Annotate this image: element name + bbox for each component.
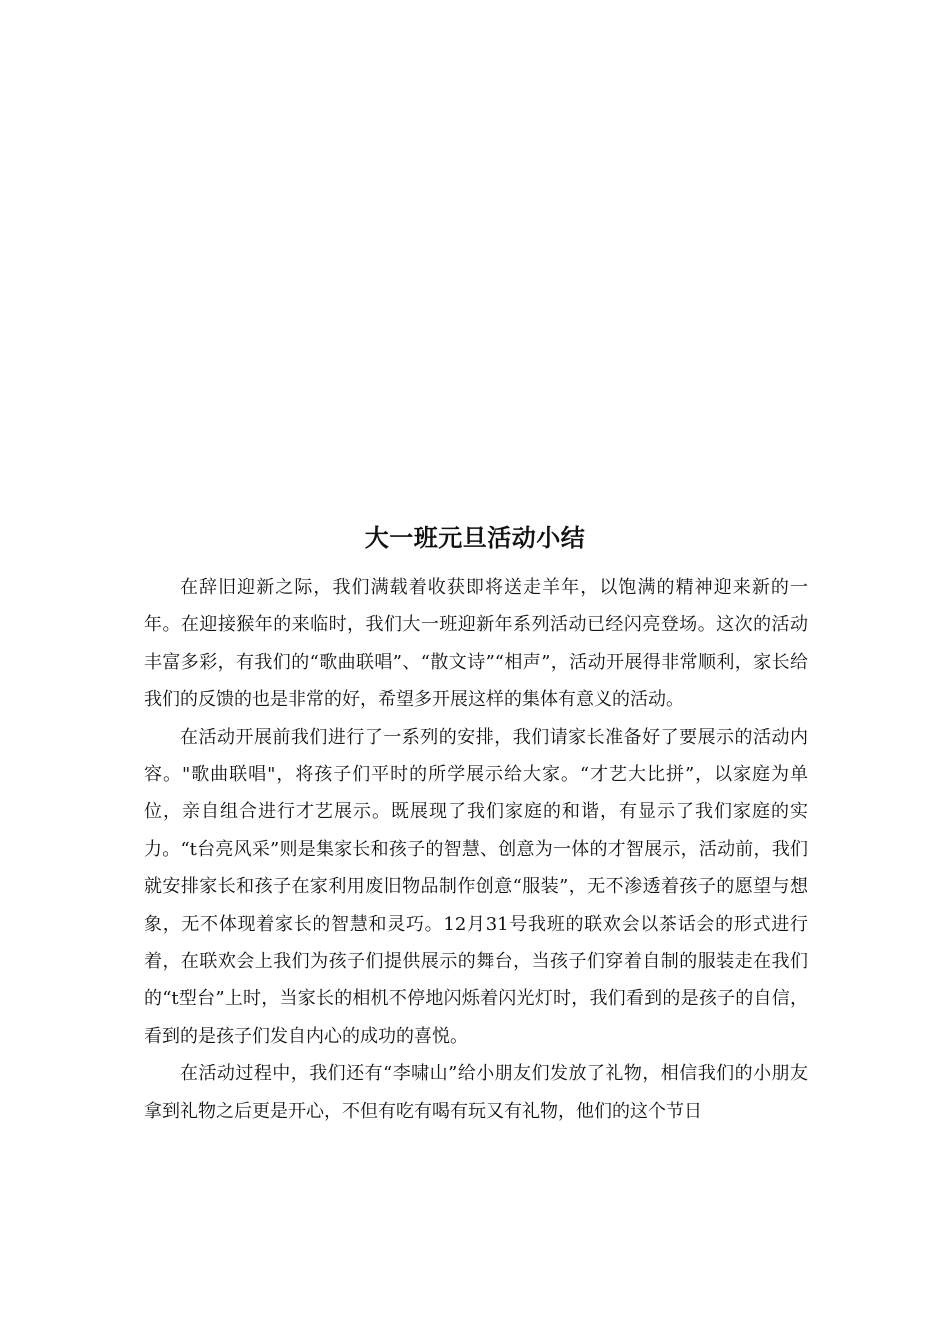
paragraph-2: 在活动开展前我们进行了一系列的安排，我们请家长准备好了要展示的活动内容。"歌曲联唱"，将孩子们平时的所学展示给大家。“才艺大比拼”，以家庭为单位，亲自组合进行才艺展示。既展现了我们家庭的和谐，有显示了我们家庭的实力。“t台亮风采”则是集家长和孩子的智慧、创意为一体的才智展示，活动前，我们就安排家长和孩子在家利用废旧物品制作创意“服装”，无不渗透着孩子的愿望与想象，无不体现着家长的智慧和灵巧。12月31号我班的联欢会以茶话会的形式进行着，在联欢会上我们为孩子们提供展示的舞台，当孩子们穿着自制的服装走在我们的“t型台”上时，当家长的相机不停地闪烁着闪光灯时，我们看到的是孩子的自信，看到的是孩子们发自内心的成功的喜悦。 [144,726,808,1047]
paragraph-3: 在活动过程中，我们还有“李啸山”给小朋友们发放了礼物，相信我们的小朋友拿到礼物之后更是开心，不但有吃有喝有玩又有礼物，他们的这个节日 [144,1063,808,1122]
document-body [144,569,808,1130]
paragraph-1: 在辞旧迎新之际，我们满载着收获即将送走羊年，以饱满的精神迎来新的一年。在迎接猴年的来临时，我们大一班迎新年系列活动已经闪亮登场。这次的活动丰富多彩，有我们的“歌曲联唱”、“散文诗”“相声”，活动开展得非常顺利，家长给我们的反馈的也是非常的好，希望多开展这样的集体有意义的活动。 [144,577,808,711]
document-title: 大一班元旦活动小结 [364,524,586,552]
